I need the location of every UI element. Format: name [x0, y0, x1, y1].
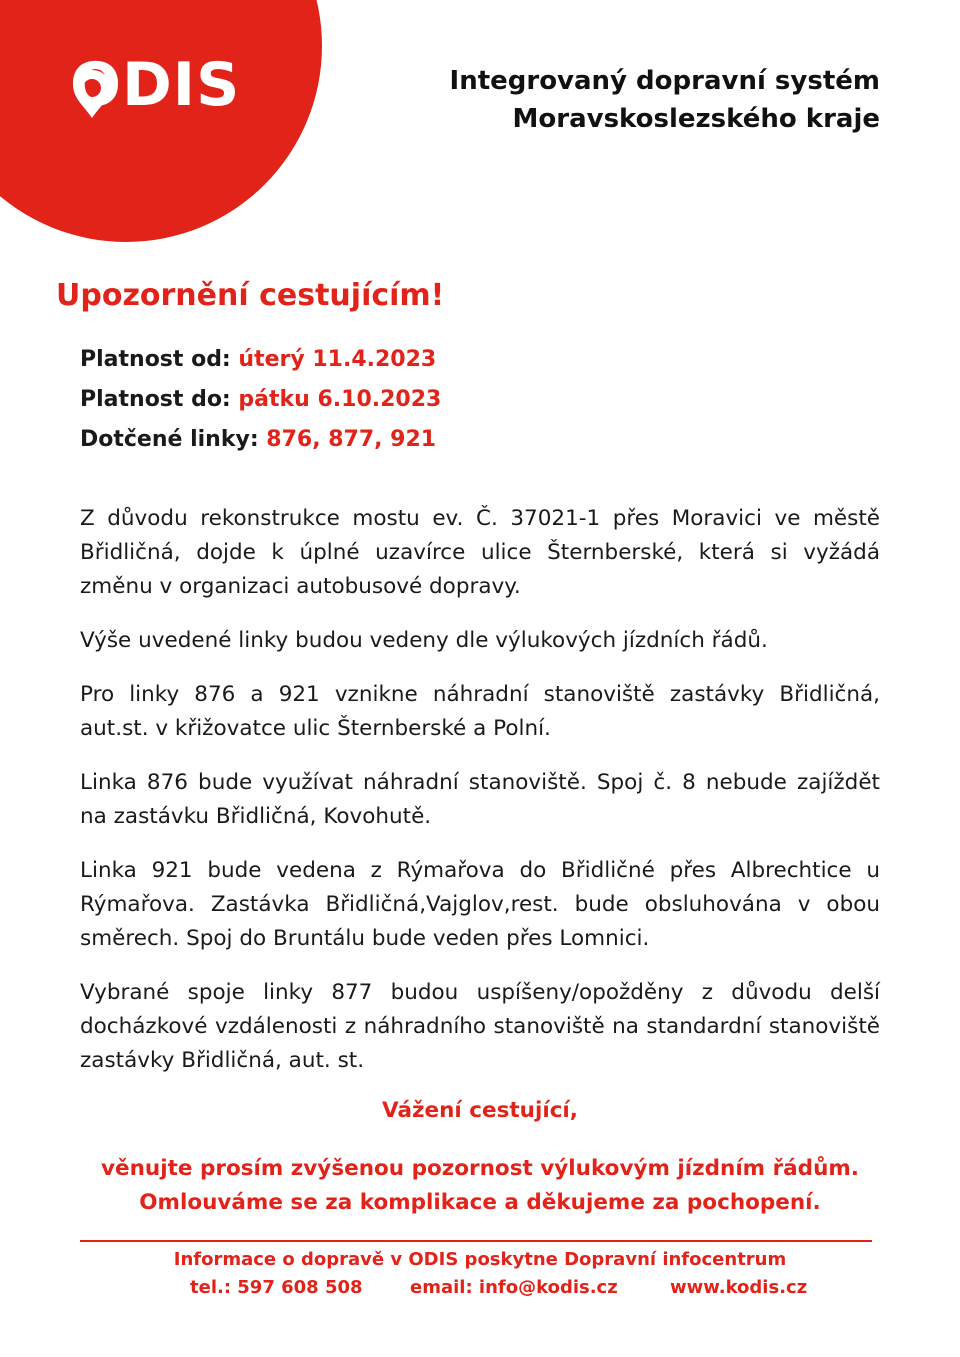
- valid-from-row: [80, 340, 441, 380]
- valid-to-row: [80, 380, 441, 420]
- body-paragraph: Linka 921 bude vedena z Rýmařova do Břidličné přes Albrechtice u Rýmařova. Zastávka Břidličná,Vajglov,rest. bude obsluhována v obou směrech. Spoj do Bruntálu bude veden přes Lomnici.: [80, 858, 880, 951]
- footer: [0, 1246, 960, 1302]
- validity-info: [80, 340, 441, 460]
- header-line-2: Moravskoslezského kraje: [512, 104, 880, 134]
- affected-lines-row: [80, 420, 441, 460]
- body-paragraph: Linka 876 bude využívat náhradní stanoviště. Spoj č. 8 nebude zajíždět na zastávku Břidličná, Kovohutě.: [80, 770, 880, 829]
- notice-body: [80, 502, 880, 1098]
- body-paragraph: Výše uvedené linky budou vedeny dle výlukových jízdních řádů.: [80, 628, 768, 653]
- body-paragraph: Z důvodu rekonstrukce mostu ev. Č. 37021-1 přes Moravici ve městě Břidličná, dojde k úplné uzavírce ulice Šternberské, která si vyžádá změnu v organizaci autobusové dopravy.: [80, 506, 880, 599]
- header-title: [450, 62, 880, 138]
- body-paragraph: Pro linky 876 a 921 vznikne náhradní stanoviště zastávky Břidličná, aut.st. v křižovatce ulic Šternberské a Polní.: [80, 682, 880, 741]
- footer-phone: tel.: 597 608 508: [190, 1277, 363, 1298]
- valid-from-label: Platnost od:: [80, 347, 231, 372]
- closing-line-2: Omlouváme se za komplikace a děkujeme za pochopení.: [139, 1190, 821, 1215]
- header-line-1: Integrovaný dopravní systém: [449, 66, 880, 96]
- affected-lines-value: 876, 877, 921: [266, 427, 437, 452]
- closing-line-1: věnujte prosím zvýšenou pozornost výlukovým jízdním řádům.: [101, 1156, 859, 1181]
- valid-to-label: Platnost do:: [80, 387, 231, 412]
- brand-circle: [0, 0, 322, 242]
- closing-greeting: Vážení cestující,: [382, 1098, 578, 1123]
- footer-email: email: info@kodis.cz: [410, 1277, 618, 1298]
- body-paragraph: Vybrané spoje linky 877 budou uspíšeny/opožděny z důvodu delší docházkové vzdálenosti z náhradního stanoviště na standardní stanoviště zastávky Břidličná, aut. st.: [80, 980, 880, 1073]
- valid-from-value: úterý 11.4.2023: [238, 347, 437, 372]
- valid-to-value: pátku 6.10.2023: [238, 387, 442, 412]
- affected-lines-label: Dotčené linky:: [80, 427, 259, 452]
- footer-divider: [80, 1240, 872, 1242]
- odis-logo: ODIS: [70, 50, 241, 120]
- footer-info: Informace o dopravě v ODIS poskytne Dopravní infocentrum: [173, 1249, 787, 1270]
- footer-website: www.kodis.cz: [670, 1277, 808, 1298]
- closing-appeal: [0, 1152, 960, 1220]
- footer-contacts: [0, 1274, 960, 1302]
- page-title: Upozornění cestujícím!: [56, 278, 445, 313]
